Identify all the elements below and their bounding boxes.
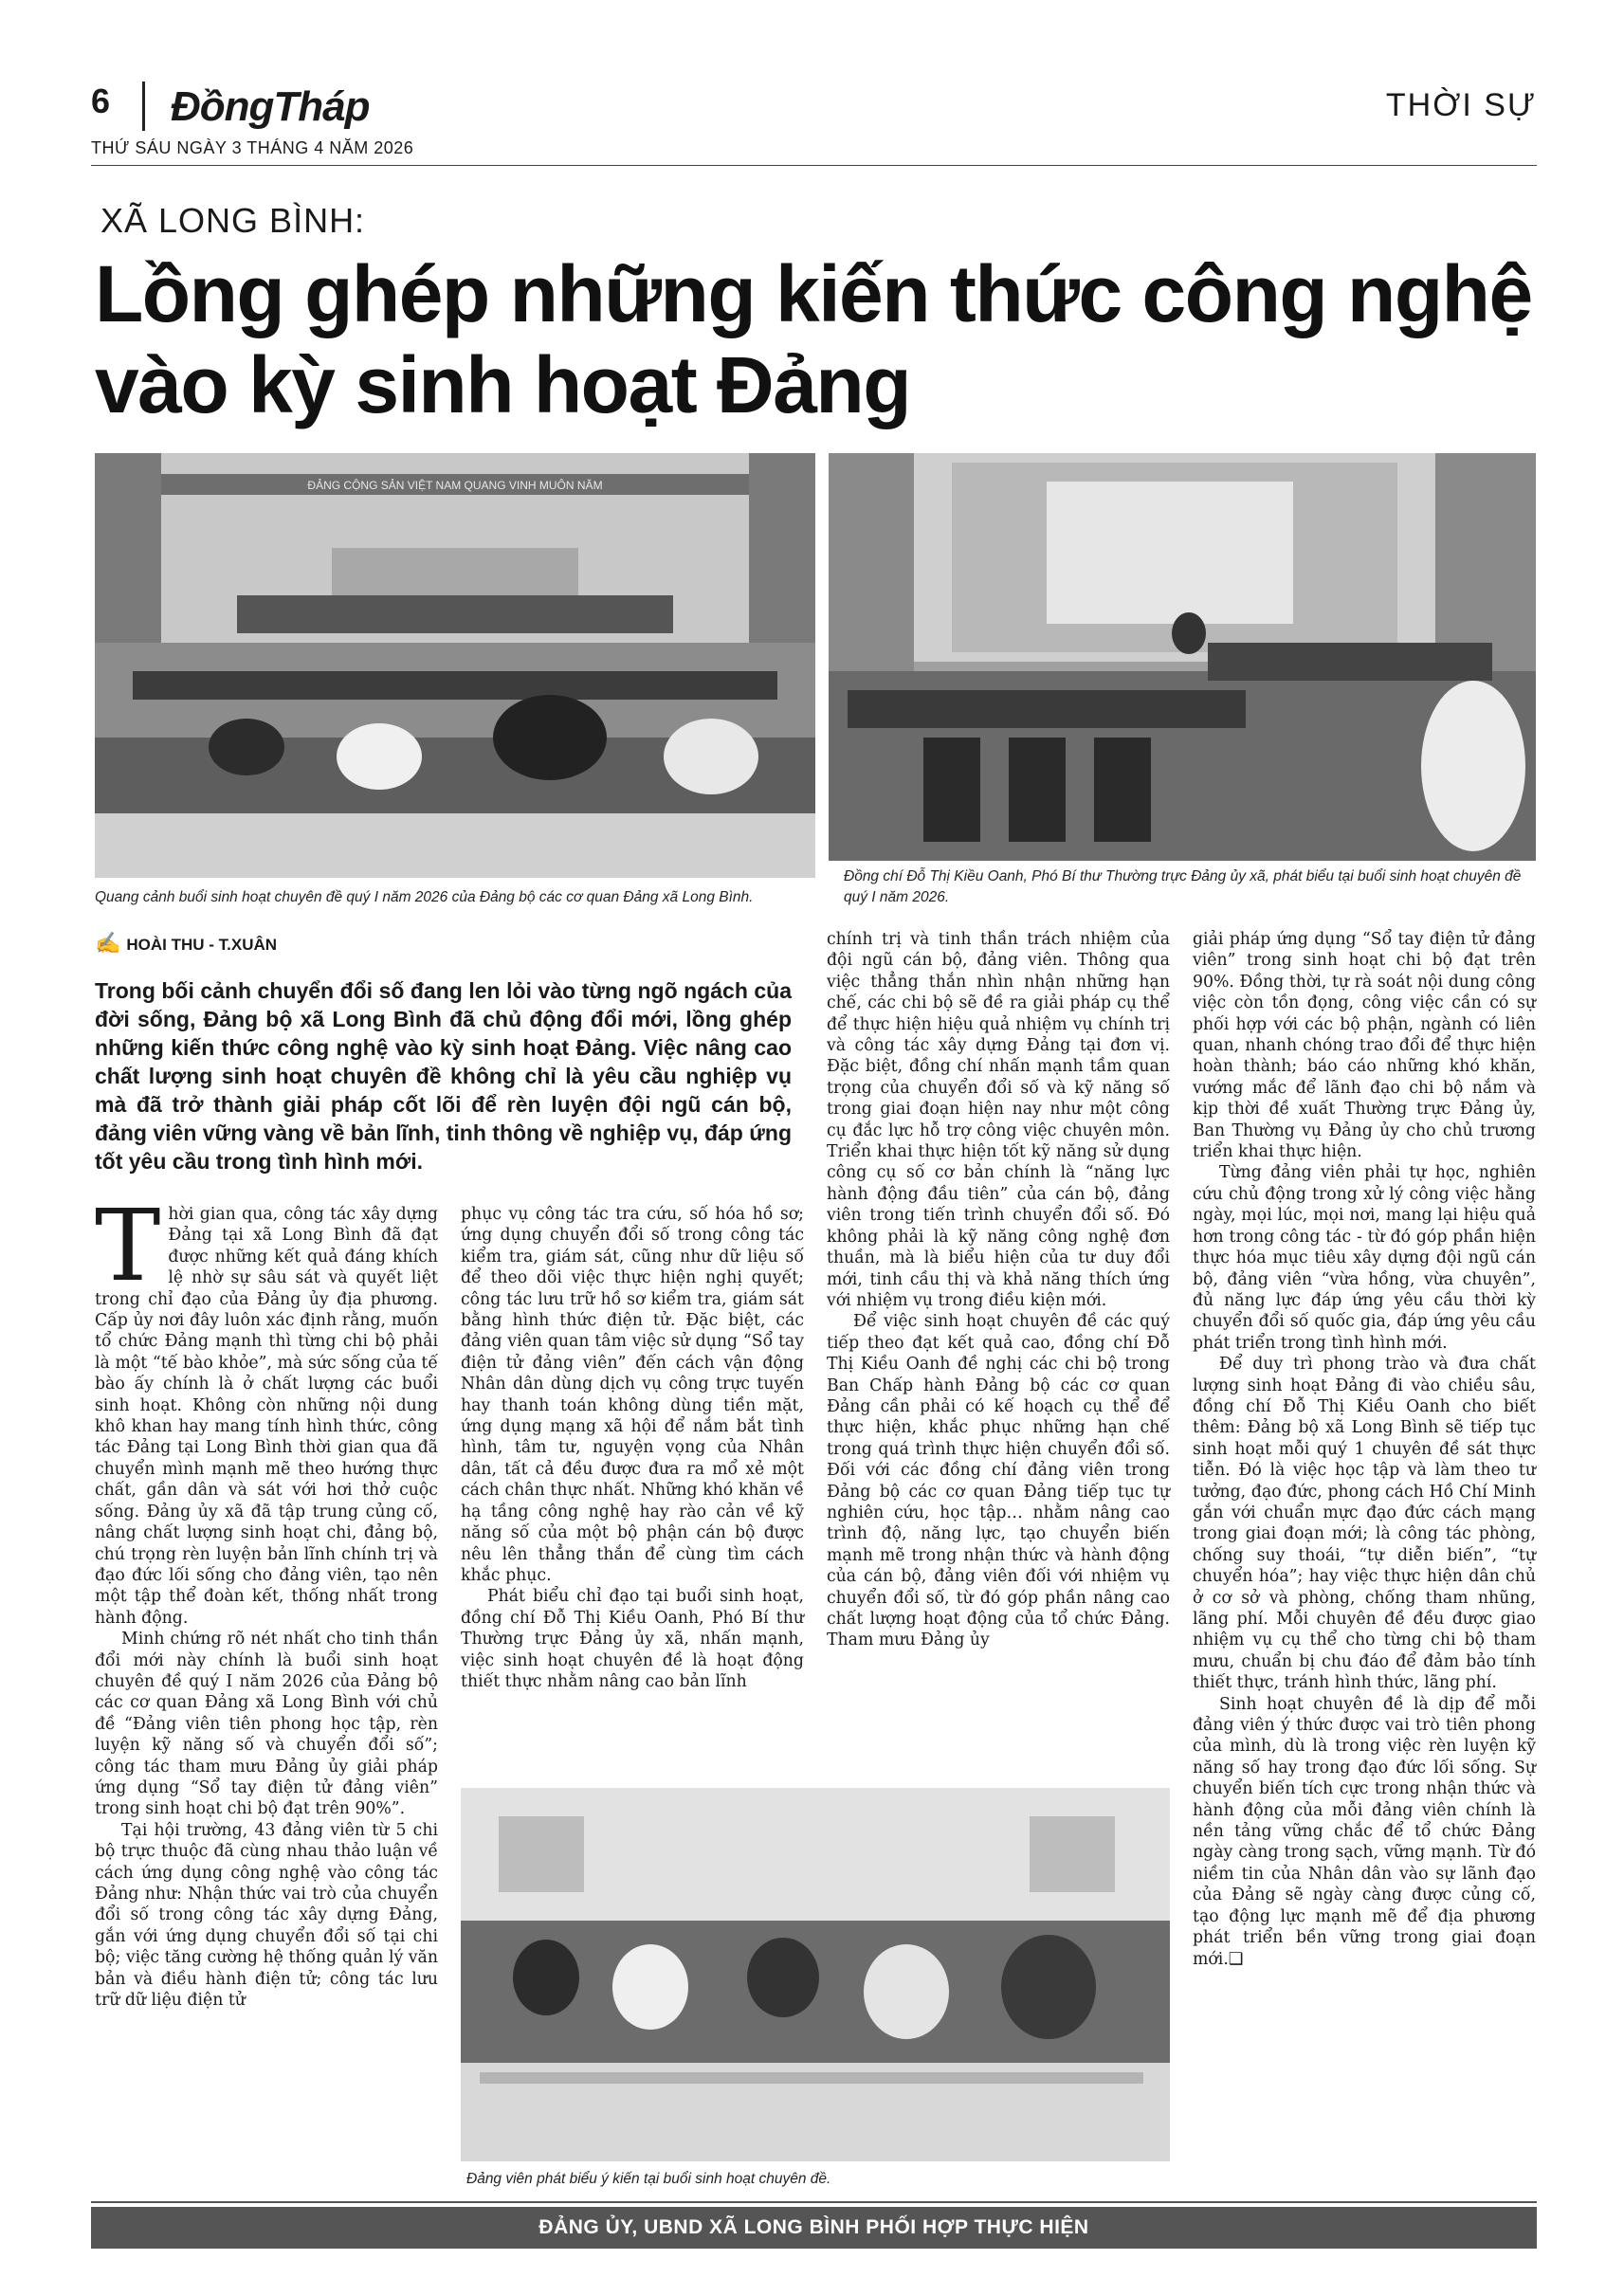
body-column-2 — [461, 1204, 804, 1692]
byline-authors: HOÀI THU - T.XUÂN — [126, 936, 278, 954]
body-paragraph: Minh chứng rõ nét nhất cho tinh thần đổi mới này chính là buổi sinh hoạt chuyên đề quý I năm 2026 của Đảng bộ các cơ quan Đảng xã Long Bình với chủ đề “Đảng viên tiên phong học tập, rèn luyện kỹ năng số và chuyển đổi số”; công tác tham mưu Đảng ủy giải pháp ứng dụng “Sổ tay điện tử đảng viên” trong sinh hoạt chi bộ đạt trên 90%”. — [95, 1630, 438, 1819]
body-paragraph: Để việc sinh hoạt chuyên đề các quý tiếp theo đạt kết quả cao, đồng chí Đỗ Thị Kiều Oanh đề nghị các chi bộ trong Ban Chấp hành Đảng bộ các cơ quan Đảng cần phải có kế hoạch cụ thể để thực hiện, khắc phục những hạn chế trong quá trình thực hiện chuyển đổi số. Đối với các đồng chí đảng viên trong Đảng bộ các cơ quan Đảng tiếp tục tự nghiên cứu, học tập… nhằm nâng cao trình độ, năng lực, tạo chuyển biến mạnh mẽ trong nhận thức và hành động của cán bộ, đảng viên đối với nhiệm vụ chuyển đổi số, từ đó góp phần nâng cao chất lượng hoạt động của tổ chức Đảng. Tham mưu Đảng ủy — [827, 1312, 1170, 1650]
body-paragraph: Để duy trì phong trào và đưa chất lượng sinh hoạt Đảng đi vào chiều sâu, đồng chí Đỗ Thị Kiều Oanh cho biết thêm: Đảng bộ xã Long Bình sẽ tiếp tục sinh hoạt mỗi quý 1 chuyên đề sát thực tiễn. Đó là việc học tập và làm theo tư tưởng, đạo đức, phong cách Hồ Chí Minh gắn với chuẩn mực đạo đức cách mạng trong giai đoạn mới; là công tác phòng, chống suy thoái, “tự diễn biến”, “tự chuyển hóa”; hay việc thực hiện dân chủ ở cơ sở và phòng, chống tham nhũng, lãng phí. Mỗi chuyên đề đều được giao nhiệm vụ cụ thể cho từng chi bộ tham mưu, chuẩn bị chu đáo để đảm bảo tính thiết thực, tránh hình thức, lãng phí. — [1193, 1355, 1536, 1693]
body-paragraph: chính trị và tinh thần trách nhiệm của đội ngũ cán bộ, đảng viên. Thông qua việc thẳng thắn nhìn nhận những hạn chế, các chi bộ sẽ đề ra giải pháp cụ thể để thực hiện hiệu quả nhiệm vụ chính trị và công tác xây dựng Đảng tại đơn vị. Đặc biệt, đồng chí nhấn mạnh tầm quan trọng của chuyển đổi số và kỹ năng số trong giai đoạn hiện nay như một công cụ đắc lực hỗ trợ công việc chuyên môn. Triển khai thực hiện tốt kỹ năng sử dụng công cụ số cơ bản chính là “năng lực hành động đầu tiên” của cán bộ, đảng viên trong tiến trình chuyển đổi số. Đó không phải là kỹ năng công nghệ đơn thuần, mà là biểu hiện của tư duy đổi mới, tinh cầu thị và khả năng thích ứng với nhiệm vụ trong điều kiện mới. — [827, 930, 1170, 1310]
article-lead: Trong bối cảnh chuyển đổi số đang len lỏi vào từng ngõ ngách của đời sống, Đảng bộ xã Long Bình đã chủ động đổi mới, lồng ghép những kiến thức công nghệ vào kỳ sinh hoạt Đảng. Việc nâng cao chất lượng sinh hoạt chuyên đề không chỉ là yêu cầu nghiệp vụ mà đã trở thành giải pháp cốt lõi để rèn luyện đội ngũ cán bộ, đảng viên vững vàng về bản lĩnh, tinh thông về nghiệp vụ, đáp ứng tốt yêu cầu trong tình hình mới. — [95, 978, 792, 1174]
masthead-divider — [142, 82, 145, 131]
photo-members-discussion — [461, 1788, 1170, 2161]
photo-speaker-image — [829, 453, 1536, 861]
issue-date: THỨ SÁU NGÀY 3 THÁNG 4 NĂM 2026 — [91, 138, 414, 157]
masthead-rule — [91, 165, 1537, 166]
photo-speaker-caption: Đồng chí Đỗ Thị Kiều Oanh, Phó Bí thư Thường trực Đảng ủy xã, phát biểu tại buổi sinh hoạt chuyên đề quý I năm 2026. — [844, 868, 1522, 905]
article-kicker: XÃ LONG BÌNH: — [100, 201, 366, 240]
body-paragraph: giải pháp ứng dụng “Sổ tay điện tử đảng viên” trong sinh hoạt chi bộ đạt trên 90%. Đồng thời, tự rà soát nội dung công việc còn tồn đọng, công việc cần có sự phối hợp với các bộ phận, ngành có liên quan, nhanh chóng trao đổi để thực hiện hoàn thành; báo cáo những khó khăn, vướng mắc để lãnh đạo chi bộ nắm và kịp thời đề xuất Thường trực Đảng ủy, Ban Thường vụ Đảng ủy cho chủ trương triển khai thực hiện. — [1193, 930, 1536, 1162]
drop-cap: T — [95, 1188, 161, 1303]
footer-rule — [91, 2201, 1537, 2203]
body-paragraph: phục vụ công tác tra cứu, số hóa hồ sơ; ứng dụng chuyển đổi số trong công tác kiểm tra, giám sát, cũng như dữ liệu số để theo dõi việc thực hiện nghị quyết; công tác lưu trữ hồ sơ kiểm tra, giám sát bằng hình thức điện tử. Đặc biệt, các đảng viên quan tâm việc sử dụng “Sổ tay điện tử đảng viên” đến cách vận động Nhân dân dùng dịch vụ công trực tuyến hay thanh toán không dùng tiền mặt, ứng dụng mạng xã hội để nắm bắt tình hình, tâm tư, nguyện vọng của Nhân dân, tất cả đều được đưa ra mổ xẻ một cách chân thực nhất. Những khó khăn về hạ tầng công nghệ hay rào cản về kỹ năng số của một bộ phận cán bộ được nêu lên thẳng thắn để cùng tìm cách khắc phục. — [461, 1205, 804, 1585]
pen-icon: ✍ — [95, 931, 121, 955]
body-paragraph: Thời gian qua, công tác xây dựng Đảng tại xã Long Bình đã đạt được những kết quả đáng khích lệ nhờ sự sâu sát và quyết liệt trong chỉ đạo của Đảng ủy địa phương. Cấp ủy nơi đây luôn xác định rằng, muốn tổ chức Đảng mạnh thì từng chi bộ phải là một “tế bào khỏe”, mà sức sống của tế bào ấy chính là ở chất lượng các buổi sinh hoạt. Không còn những nội dung khô khan hay mang tính hình thức, công tác Đảng tại Long Bình thời gian qua đã chuyển mình mạnh mẽ theo hướng thực chất, gần dân và sát với hơi thở cuộc sống. Đảng ủy xã đã tập trung củng cố, nâng chất lượng sinh hoạt chi, đảng bộ, chú trọng rèn luyện bản lĩnh chính trị và đạo đức lối sống cho đảng viên, tạo nên một tập thể đoàn kết, thống nhất trong hành động. — [95, 1188, 438, 1628]
page-number: 6 — [91, 82, 111, 120]
photo-meeting-hall — [95, 453, 815, 878]
photo-members-discussion-caption: Đảng viên phát biểu ý kiến tại buổi sinh hoạt chuyên đề. — [466, 2171, 831, 2187]
hall-banner-text: ĐẢNG CỘNG SẢN VIỆT NAM QUANG VINH MUÔN NĂM — [307, 479, 603, 492]
body-column-1 — [95, 1188, 438, 2011]
footer-credit: ĐẢNG ỦY, UBND XÃ LONG BÌNH PHỐI HỢP THỰC HIỆN — [91, 2207, 1537, 2249]
body-paragraph: Tại hội trường, 43 đảng viên từ 5 chi bộ trực thuộc đã cùng nhau thảo luận về cách ứng dụng công nghệ vào công tác Đảng như: Nhận thức vai trò của chuyển đổi số trong công tác xây dựng Đảng, gắn với ứng dụng chuyển đổi số tại chi bộ; việc tăng cường hệ thống quản lý văn bản và điều hành điện tử; công tác lưu trữ dữ liệu điện tử — [95, 1820, 438, 2011]
body-column-4 — [1193, 929, 1536, 1970]
photo-meeting-hall-image — [95, 453, 815, 878]
body-paragraph: Sinh hoạt chuyên đề là dịp để mỗi đảng viên ý thức được vai trò tiên phong của mình, dù là trong việc rèn luyện kỹ năng số hay trong đạo đức lối sống. Sự chuyển biến tích cực trong nhận thức và hành động của mỗi đảng viên chính là nền tảng vững chắc để tổ chức Đảng ngày càng trong sạch, vững mạnh. Từ đó niềm tin của Nhân dân vào sự lãnh đạo của Đảng sẽ ngày càng được củng cố, tạo động lực mạnh mẽ để địa phương phát triển bền vững trong giai đoạn mới.❑ — [1193, 1694, 1536, 1969]
body-paragraph: Từng đảng viên phải tự học, nghiên cứu chủ động trong xử lý công việc hằng ngày, mọi lúc, mọi nơi, mang lại hiệu quả hơn trong công tác - từ đó góp phần hiện thực hóa mục tiêu xây dựng đội ngũ cán bộ, đảng viên “vừa hồng, vừa chuyên”, đủ năng lực đáp ứng yêu cầu thời kỳ chuyển đổi số quốc gia, đáp ứng yêu cầu phát triển trong tình hình mới. — [1193, 1163, 1536, 1353]
newspaper-logo: ĐồngTháp — [171, 83, 370, 130]
photo-speaker — [829, 453, 1536, 861]
photo-meeting-hall-caption: Quang cảnh buổi sinh hoạt chuyên đề quý I năm 2026 của Đảng bộ các cơ quan Đảng xã Long Bình. — [95, 889, 754, 905]
photo-members-discussion-image — [461, 1788, 1170, 2161]
byline — [95, 931, 277, 956]
section-name: THỜI SỰ — [1385, 87, 1537, 123]
body-paragraph: Phát biểu chỉ đạo tại buổi sinh hoạt, đồng chí Đỗ Thị Kiều Oanh, Phó Bí thư Thường trực Đảng ủy xã, nhấn mạnh, việc sinh hoạt chuyên đề là hoạt động thiết thực nhằm nâng cao bản lĩnh — [461, 1587, 804, 1691]
article-title: Lồng ghép những kiến thức công nghệ vào kỳ sinh hoạt Đảng — [95, 249, 1532, 429]
body-column-3 — [827, 929, 1170, 1651]
